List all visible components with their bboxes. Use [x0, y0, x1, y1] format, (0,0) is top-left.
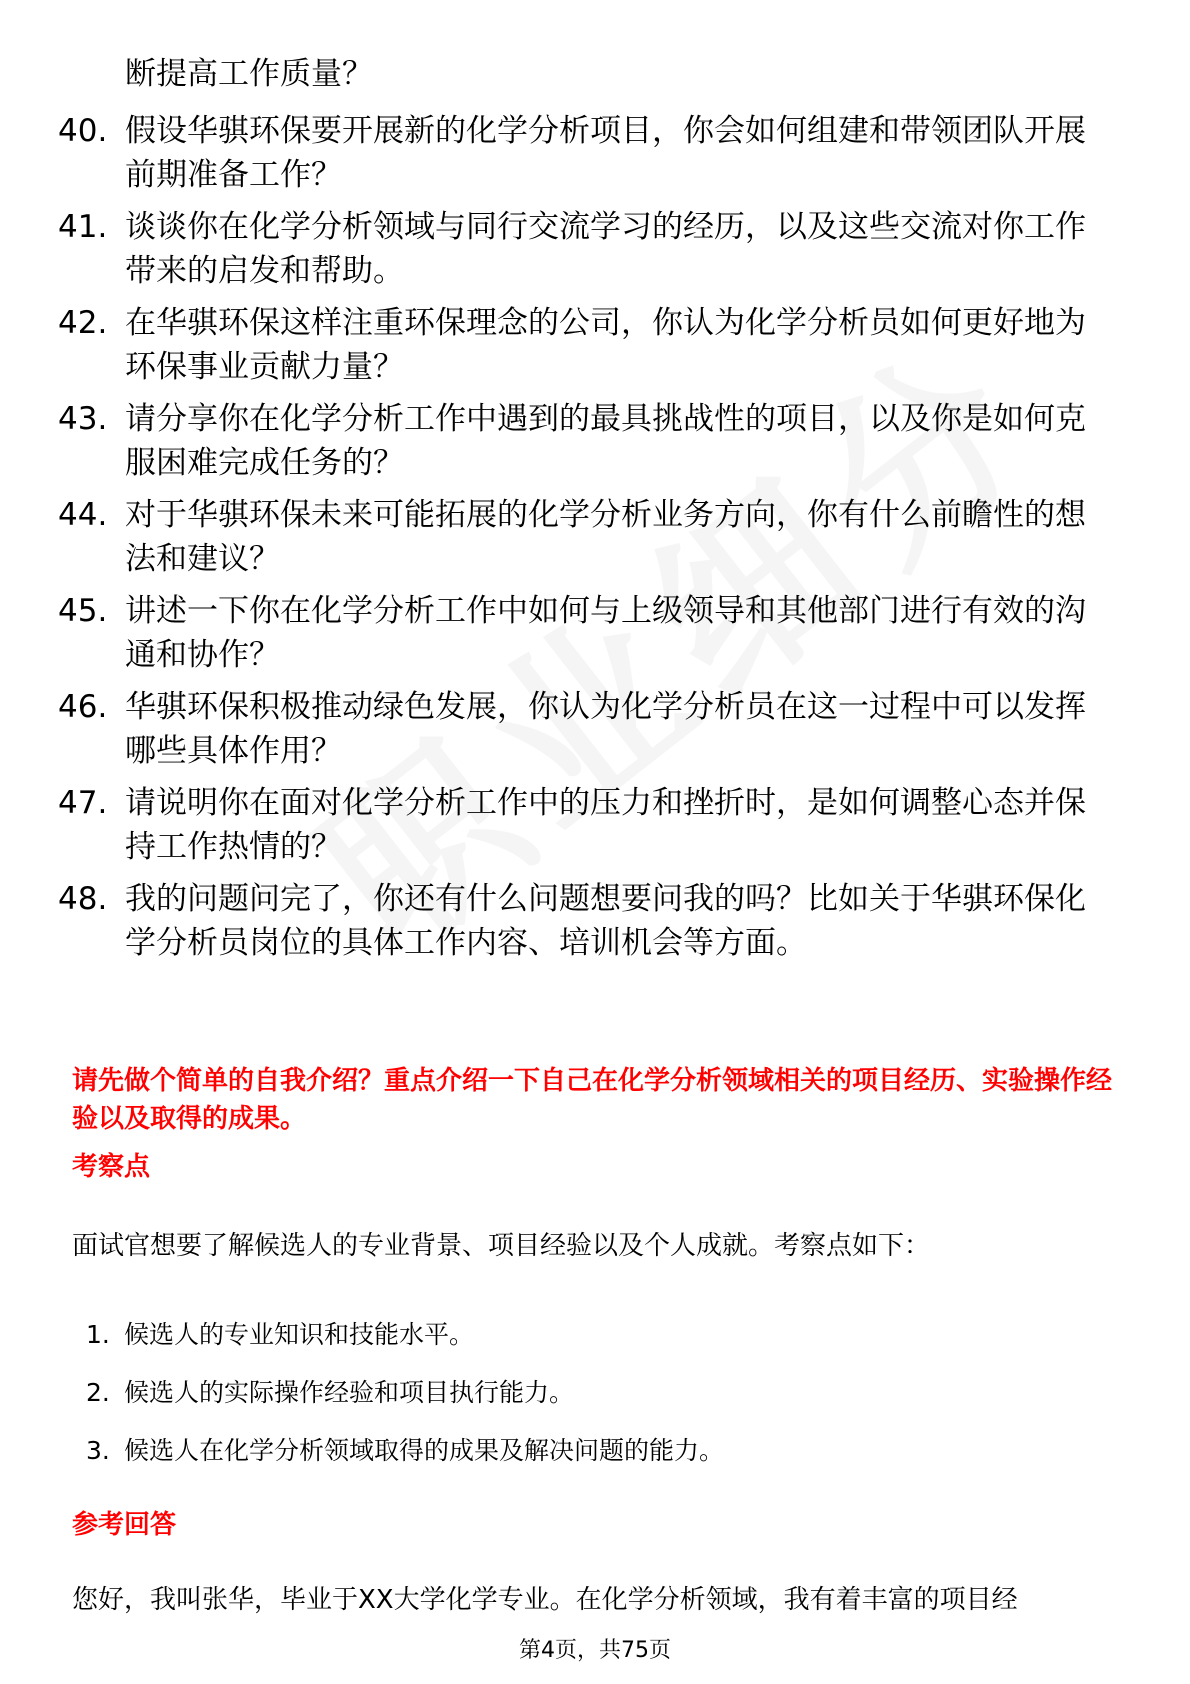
point-number: 1. [86, 1320, 110, 1349]
point-text: 候选人的专业知识和技能水平。 [124, 1320, 475, 1349]
point-number: 3. [86, 1436, 110, 1465]
point-number: 2. [86, 1378, 110, 1407]
question-text: 华骐环保积极推动绿色发展，你认为化学分析员在这一过程中可以发挥哪些具体作用？ [125, 689, 1086, 769]
question-number: 47. [58, 785, 108, 821]
question-number: 43. [58, 401, 108, 437]
point-text: 候选人的实际操作经验和项目执行能力。 [124, 1378, 575, 1407]
question-number: 46. [58, 689, 108, 725]
examination-title: 考察点 [72, 1152, 151, 1182]
page-footer: 第4页，共75页 [519, 1638, 671, 1663]
question-number: 40. [58, 113, 108, 149]
question-text: 请分享你在化学分析工作中遇到的最具挑战性的项目，以及你是如何克服困难完成任务的？ [125, 401, 1086, 481]
question-text: 请说明你在面对化学分析工作中的压力和挫折时，是如何调整心态并保持工作热情的？ [125, 785, 1086, 865]
question-text: 假设华骐环保要开展新的化学分析项目，你会如何组建和带领团队开展前期准备工作？ [125, 113, 1086, 193]
question-text: 讲述一下你在化学分析工作中如何与上级领导和其他部门进行有效的沟通和协作？ [125, 593, 1086, 673]
question-text: 在华骐环保这样注重环保理念的公司，你认为化学分析员如何更好地为环保事业贡献力量？ [125, 305, 1086, 385]
question-number: 45. [58, 593, 108, 629]
point-text: 候选人在化学分析领域取得的成果及解决问题的能力。 [124, 1436, 725, 1465]
question-number: 44. [58, 497, 108, 533]
reference-title: 参考回答 [72, 1510, 177, 1540]
question-text: 谈谈你在化学分析领域与同行交流学习的经历，以及这些交流对你工作带来的启发和帮助。 [125, 209, 1086, 289]
reference-answer-text: 您好，我叫张华，毕业于XX大学化学专业。在化学分析领域，我有着丰富的项目经 [72, 1585, 1018, 1615]
question-continuation: 断提高工作质量？ [125, 56, 373, 92]
question-number: 42. [58, 305, 108, 341]
question-number: 48. [58, 881, 108, 917]
examination-intro: 面试官想要了解候选人的专业背景、项目经验以及个人成就。考察点如下： [72, 1231, 931, 1261]
highlight-question: 请先做个简单的自我介绍？重点介绍一下自己在化学分析领域相关的项目经历、实验操作经验以及取得的成果。 [72, 1066, 1113, 1134]
question-text: 对于华骐环保未来可能拓展的化学分析业务方向，你有什么前瞻性的想法和建议？ [125, 497, 1086, 577]
question-number: 41. [58, 209, 108, 245]
question-text: 我的问题问完了，你还有什么问题想要问我的吗？比如关于华骐环保化学分析员岗位的具体工作内容、培训机会等方面。 [125, 881, 1086, 961]
